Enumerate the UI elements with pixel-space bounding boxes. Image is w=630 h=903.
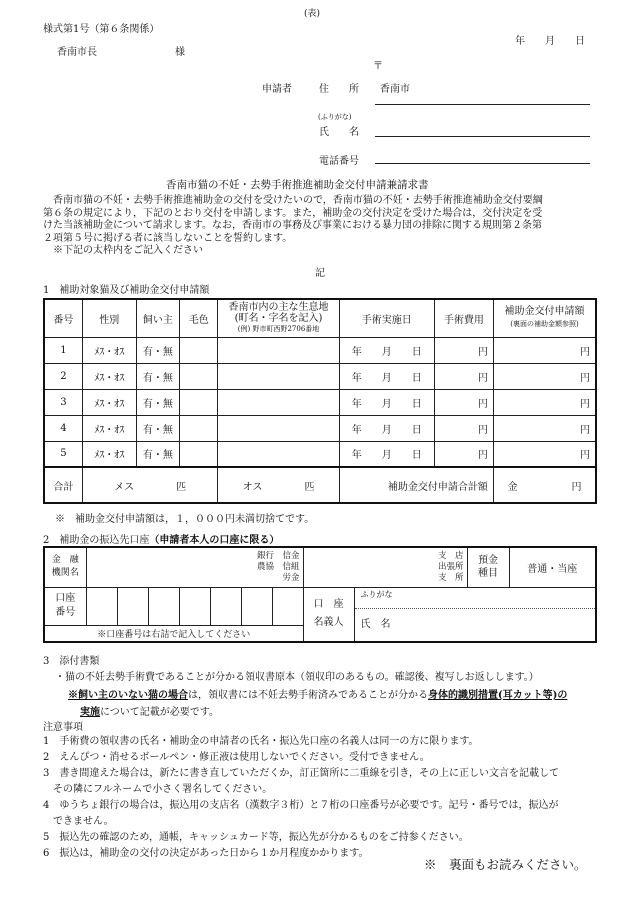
row-request[interactable]: 円 [493,389,596,415]
grant-row [44,415,596,441]
account-digit-1[interactable] [86,587,117,625]
row-cost[interactable]: 円 [434,363,493,389]
row-no: 2 [44,363,82,389]
account-type-value[interactable]: 普通・当座 [509,547,596,587]
grant-row [44,389,596,415]
row-cost[interactable]: 円 [434,415,493,441]
postal-mark: 〒 [373,61,383,72]
name-label: 氏 名 [319,127,359,138]
grant-row [44,441,596,467]
row-sex[interactable]: ﾒｽ・ｵｽ [82,363,136,389]
header-habitat: 香南市内の主な生息地 (町名・字名を記入) (例) 野市町西野2706番地 [218,299,339,337]
total-male[interactable]: オス 匹 [218,467,339,503]
account-number-row [44,587,596,625]
row-no: 3 [44,389,82,415]
note-item: 2 えんぴつ・消せるボールペン・修正液は使用しないでください。受付できません。 [43,752,430,763]
total-sum-label: 補助金交付申請合計額 [339,467,493,503]
grant-table [43,298,597,504]
row-owner[interactable]: 有・無 [136,337,179,363]
intro-text: 香南市猫の不妊・去勢手術推進補助金の交付を受けたいので，香南市猫の不妊・去勢手術推進補助金交付要綱 第６条の規定により，下記のとおり交付を申請します。また，補助金の交付決定を受けた場合は，交付決定を受 けた当該補助金について請求します。なお，香南市の事務及び事業における暴力団の排除に関する規則第２条第 ２項第５号に掲げる者に該当しないことを誓約します。 ※下記の太枠内をご記入ください [43,195,543,256]
note-item: その隣にフルネームで小さく署名してください。 [43,784,273,795]
row-habitat[interactable] [218,415,339,441]
row-sex[interactable]: ﾒｽ・ｵｽ [82,389,136,415]
note-item: 1 手術費の領収書の氏名・補助金の申請者の氏名・振込先口座の名義人は同一の方に限ります。 [43,736,479,747]
ki-label: 記 [315,268,325,279]
date-field[interactable]: 年 月 日 [515,36,585,47]
side-label: (表) [304,9,321,19]
row-owner[interactable]: 有・無 [136,363,179,389]
section3-title: 3 添付書類 [43,656,100,667]
phone-label: 電話番号 [319,156,359,167]
row-coat[interactable] [180,337,218,363]
account-digit-6[interactable] [241,587,272,625]
honorific: 様 [175,47,185,58]
notes-list [43,734,593,862]
row-date[interactable]: 年 月 日 [339,337,434,363]
account-type-label: 預金 種目 [467,547,509,587]
form-number: 様式第1号（第６条関係） [43,24,160,35]
account-digit-4[interactable] [179,587,210,625]
grant-row [44,363,596,389]
header-coat: 毛色 [180,299,218,337]
note-item: できません。 [43,816,114,827]
header-date: 手術実施日 [339,299,434,337]
holder-name-cell[interactable] [354,587,596,642]
account-digit-5[interactable] [210,587,241,625]
row-habitat[interactable] [218,389,339,415]
row-no: 4 [44,415,82,441]
section1-title: 1 補助対象猫及び補助金交付申請額 [43,285,210,296]
row-habitat[interactable] [218,441,339,467]
row-cost[interactable]: 円 [434,389,493,415]
addressee: 香南市長 [57,47,97,58]
row-sex[interactable]: ﾒｽ・ｵｽ [82,441,136,467]
note-item: 4 ゆうちょ銀行の場合は，振込用の支店名（漢数字３桁）と７桁の口座番号が必要です。記号・番号では，振込が [43,800,559,811]
holder-furigana: ふりがな [355,588,596,609]
row-date[interactable]: 年 月 日 [339,441,434,467]
header-cost: 手術費用 [434,299,493,337]
bank-row [44,547,596,587]
row-owner[interactable]: 有・無 [136,389,179,415]
header-no: 番号 [44,299,82,337]
row-sex[interactable]: ﾒｽ・ｵｽ [82,337,136,363]
note-item: 5 振込先の確認のため，通帳，キャッシュカード等，振込先が分かるものをご持参ください。 [43,832,469,843]
notes-title: 注意事項 [43,722,83,733]
address-label: 住 所 [319,84,359,95]
address-value[interactable]: 香南市 [380,84,410,95]
row-coat[interactable] [180,415,218,441]
total-label: 合計 [44,467,82,503]
row-request[interactable]: 円 [493,441,596,467]
attachment-item-1: ・猫の不妊去勢手術費であることが分かる領収書原本（領収印のあるもの。確認後、複写しお返しします。） [55,672,539,683]
account-number-label: 口座 番号 [44,587,86,625]
furigana-label: (ふりがな) [318,113,352,121]
row-request[interactable]: 円 [493,337,596,363]
account-number-note: ※口座番号は右詰で記入してください [44,625,303,641]
phone-underline[interactable] [375,163,590,164]
total-sum-value[interactable]: 金 円 [493,467,596,503]
header-sex: 性別 [82,299,136,337]
row-habitat[interactable] [218,337,339,363]
institution-name[interactable]: 銀行 信金 農協 信組 労金 [86,547,303,587]
row-no: 5 [44,441,82,467]
account-digit-7[interactable] [272,587,303,625]
grant-row [44,337,596,363]
address-underline [375,104,590,105]
account-digit-2[interactable] [117,587,148,625]
total-female[interactable]: メス 匹 [82,467,218,503]
row-coat[interactable] [180,363,218,389]
note-item: 3 書き間違えた場合は，新たに書き直していただくか，訂正箇所に二重線を引き，その上に正しい文言を記載して [43,768,559,779]
row-sex[interactable]: ﾒｽ・ｵｽ [82,415,136,441]
name-underline[interactable] [375,136,590,137]
attachment-item-2: ※飼い主のいない猫の場合は，領収書には不妊去勢手術済みであることが分かる身体的識別措置(耳カット等)の [68,690,568,701]
row-cost[interactable]: 円 [434,441,493,467]
row-request[interactable]: 円 [493,363,596,389]
institution-label: 金 融 機関名 [44,547,86,587]
account-digit-3[interactable] [148,587,179,625]
header-request: 補助金交付申請額 (裏面の補助金額参照) [493,299,596,337]
back-side-note: ※ 裏面もお読みください。 [424,857,587,872]
section1-note: ※ 補助金交付申請額は，１，０００円未満切捨てです。 [55,514,315,525]
row-coat[interactable] [180,389,218,415]
applicant-label: 申請者 [262,84,292,95]
row-habitat[interactable] [218,363,339,389]
row-request[interactable]: 円 [493,415,596,441]
form-title: 香南市猫の不妊・去勢手術推進補助金交付申請兼請求書 [166,179,429,191]
header-owner: 飼い主 [136,299,179,337]
row-date[interactable]: 年 月 日 [339,389,434,415]
grant-total-row [44,467,596,503]
row-date[interactable]: 年 月 日 [339,363,434,389]
row-owner[interactable]: 有・無 [136,415,179,441]
row-owner[interactable]: 有・無 [136,441,179,467]
row-cost[interactable]: 円 [434,337,493,363]
row-no: 1 [44,337,82,363]
note-item: 6 振込は，補助金の交付の決定があった日から１か月程度かかります。 [43,848,369,859]
branch-name[interactable]: 支 店 出張所 支 所 [303,547,467,587]
holder-label: 口 座 名義人 [303,587,354,642]
row-coat[interactable] [180,441,218,467]
row-date[interactable]: 年 月 日 [339,415,434,441]
attachment-item-2-cont: 実施について記載が必要です。 [80,707,219,718]
bank-table [43,546,597,643]
section2-title: 2 補助金の振込先口座（申請者本人の口座に限る） [43,535,280,546]
holder-name: 氏 名 [360,618,391,630]
grant-header-row [44,299,596,337]
